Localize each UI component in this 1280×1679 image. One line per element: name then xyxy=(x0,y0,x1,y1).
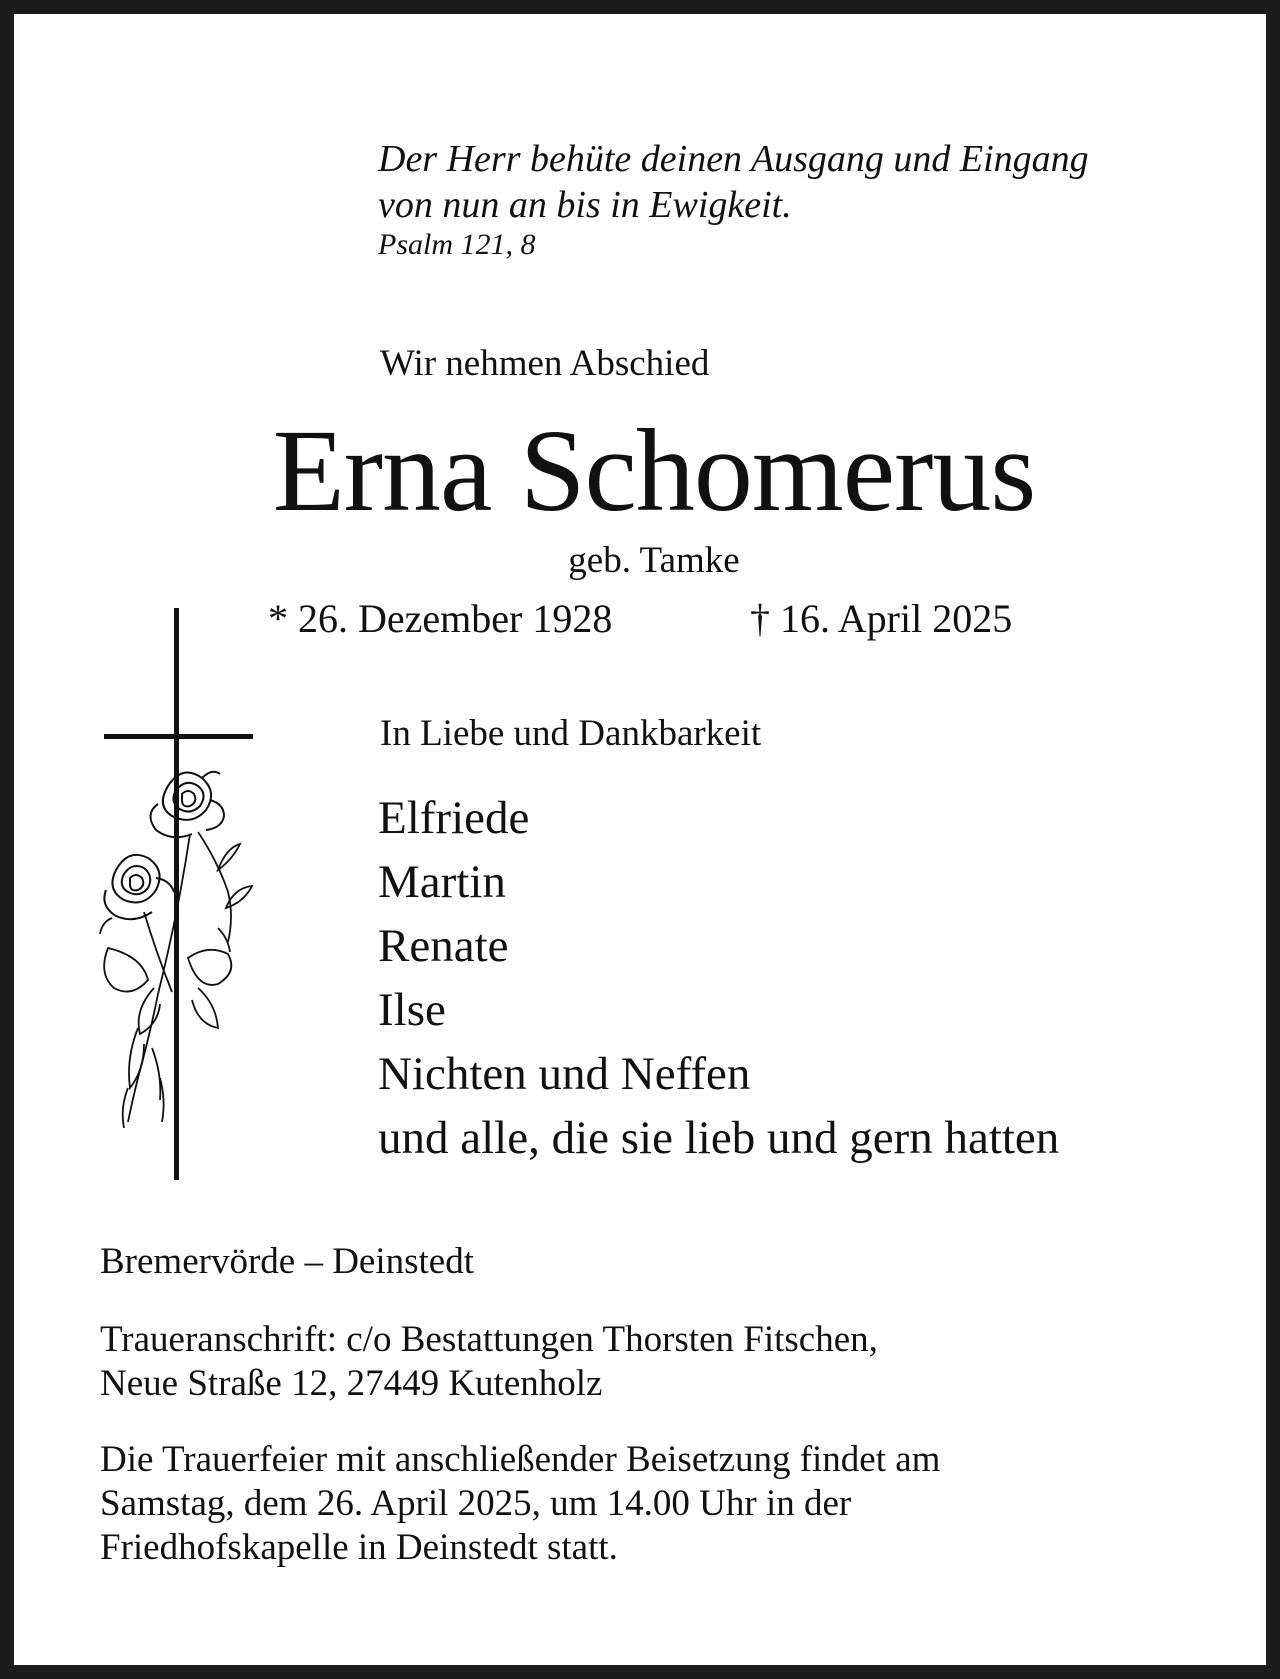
death-date: † 16. April 2025 xyxy=(750,596,1013,641)
address-line-1: Traueranschrift: c/o Bestattungen Thorsten Fitschen, xyxy=(100,1319,878,1360)
mourner-item: und alle, die sie lieb und gern hatten xyxy=(378,1112,1060,1164)
deceased-name: Erna Schomerus xyxy=(272,405,1036,536)
mourner-item: Nichten und Neffen xyxy=(378,1048,751,1100)
maiden-name: geb. Tamke xyxy=(568,540,740,581)
mourner-item: Ilse xyxy=(378,984,446,1036)
mourner-item: Martin xyxy=(378,856,506,908)
bible-verse xyxy=(378,136,1089,228)
intro-text: Wir nehmen Abschied xyxy=(380,343,710,384)
mourners-list xyxy=(378,786,1059,1170)
birth-date: * 26. Dezember 1928 xyxy=(268,596,613,641)
dedication-text: In Liebe und Dankbarkeit xyxy=(380,713,762,754)
verse-line-1: Der Herr behüte deinen Ausgang und Eingang xyxy=(378,138,1089,180)
place-line: Bremervörde – Deinstedt xyxy=(100,1241,474,1282)
service-line-2: Samstag, dem 26. April 2025, um 14.00 Uhr in der xyxy=(100,1483,852,1524)
address-line-2: Neue Straße 12, 27449 Kutenholz xyxy=(100,1363,603,1404)
verse-reference: Psalm 121, 8 xyxy=(378,228,536,261)
verse-line-2: von nun an bis in Ewigkeit. xyxy=(378,184,792,226)
mourner-item: Elfriede xyxy=(378,792,530,844)
service-line-3: Friedhofskapelle in Deinstedt statt. xyxy=(100,1527,618,1568)
service-info xyxy=(100,1438,940,1570)
service-line-1: Die Trauerfeier mit anschließender Beisetzung findet am xyxy=(100,1439,941,1480)
mourner-item: Renate xyxy=(378,920,509,972)
cross-with-roses-icon xyxy=(98,608,268,1180)
mourning-address xyxy=(100,1318,878,1406)
